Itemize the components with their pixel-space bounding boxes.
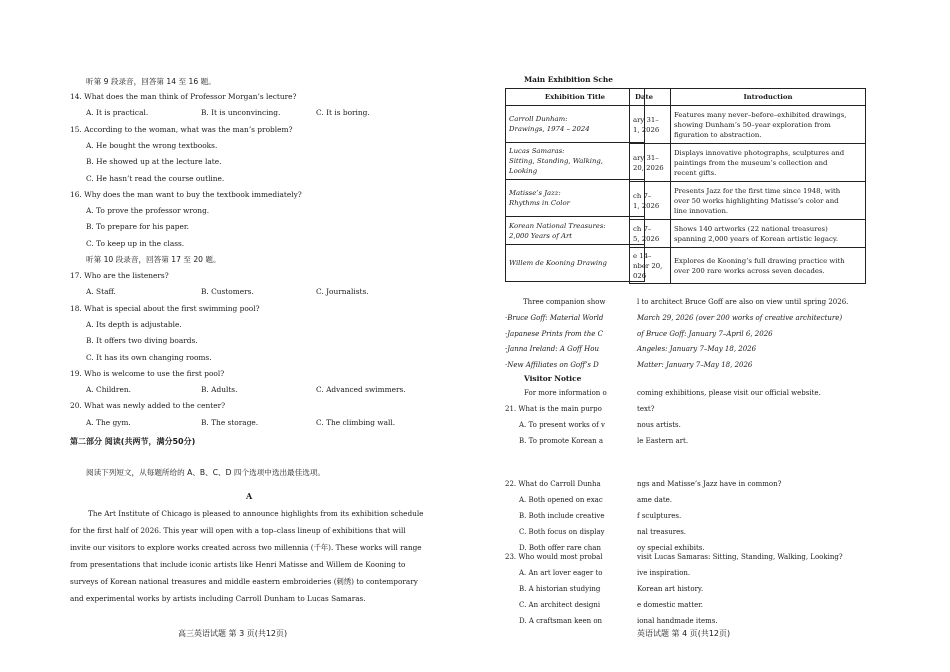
- question-stem-left: [505, 480, 608, 492]
- answer-option: C. The climbing wall.: [316, 417, 396, 427]
- date-line: ary 31–: [633, 115, 659, 124]
- date-line: 5, 2026: [633, 234, 660, 243]
- date-line: e 14–: [633, 251, 652, 260]
- intro-line: paintings from the museum’s collection and: [674, 158, 828, 167]
- answer-option-left: [505, 437, 608, 449]
- answer-option: B. To prepare for his paper.: [86, 222, 189, 232]
- title-cell: [506, 143, 645, 180]
- answer-option-left: [505, 601, 608, 613]
- schedule-table-right-half: [633, 88, 867, 294]
- bullet-left: [505, 330, 608, 342]
- answer-option: B. Adults.: [201, 385, 238, 395]
- title-line: Looking: [509, 167, 538, 175]
- bullet-left-text: ·New Affiliates on Goff’s D: [505, 360, 599, 369]
- answer-option-right: le Eastern art.: [637, 437, 689, 445]
- date-line: 20, 2026: [633, 163, 664, 172]
- answer-option: A. Children.: [86, 385, 131, 395]
- answer-option: C. It is boring.: [316, 108, 370, 118]
- bullet-right: Matter: January 7–May 18, 2026: [637, 360, 753, 369]
- intro-line: Shows 140 artworks (22 national treasures): [674, 224, 828, 233]
- title-cell: [506, 217, 645, 245]
- question-stem: 14. What does the man think of Professor Morgan’s lecture?: [70, 92, 297, 101]
- title-line: Drawings, 1974 – 2024: [509, 125, 590, 133]
- date-line: 1, 2026: [633, 201, 660, 210]
- intro-cell: [671, 106, 866, 144]
- answer-option-left-text: B. Both include creative: [519, 512, 605, 520]
- intro-line: figuration to abstraction.: [674, 130, 762, 139]
- answer-option-right: e domestic matter.: [637, 601, 704, 609]
- section-10-heading: 听第 10 段录音，回答第 17 至 20 题。: [86, 255, 221, 264]
- answer-option: B. He showed up at the lecture late.: [86, 157, 222, 167]
- cut-instruction: [86, 468, 426, 477]
- title-cell: [506, 180, 645, 217]
- answer-option: C. To keep up in the class.: [86, 238, 185, 248]
- col-header-title: Exhibition Title: [506, 89, 645, 106]
- answer-option-left-text: A. Both opened on exac: [519, 496, 603, 504]
- answer-option-right: ive inspiration.: [637, 569, 691, 577]
- answer-option-left-text: B. A historian studying: [519, 585, 601, 593]
- answer-option-left: [505, 512, 608, 524]
- notice-left: [505, 389, 608, 401]
- date-cell: [630, 182, 671, 220]
- answer-option-left-text: C. Both focus on display: [519, 528, 605, 536]
- intro-line: showing Dunham’s 50–year exploration from: [674, 120, 831, 129]
- question-stem-left-text: 21. What is the main purpo: [505, 405, 602, 413]
- answer-option-right: ional handmade items.: [637, 617, 718, 625]
- visitor-notice-heading: Visitor Notice: [524, 374, 582, 383]
- date-cell: [630, 106, 671, 144]
- intro-cell: [671, 144, 866, 182]
- col-header-intro: Introduction: [671, 89, 866, 106]
- answer-option-left: [505, 585, 608, 597]
- date-cell: [630, 220, 671, 248]
- notice-right: coming exhibitions, please visit our official website.: [637, 389, 821, 397]
- answer-option-left-text: B. To promote Korean a: [519, 437, 604, 445]
- answer-option-left-text: D. Both offer rare chan: [519, 544, 601, 552]
- schedule-table-left-half: [505, 88, 608, 294]
- passage-line: and experimental works by artists including Carroll Dunham to Lucas Samaras.: [70, 594, 366, 603]
- companion-right: l to architect Bruce Goff are also on view until spring 2026.: [637, 298, 849, 306]
- bullet-left-text: ·Janna Ireland: A Goff Hou: [505, 345, 599, 353]
- intro-cell: [671, 182, 866, 220]
- question-stem-right: ngs and Matisse’s Jazz have in common?: [637, 480, 782, 488]
- answer-option-right: ame date.: [637, 496, 673, 504]
- answer-option: B. Customers.: [201, 287, 254, 297]
- question-stem-left-text: 23. Who would most probal: [505, 553, 603, 561]
- bullet-left: [505, 361, 608, 373]
- question-stem-left: [505, 405, 608, 417]
- answer-option: A. Staff.: [86, 287, 116, 297]
- answer-option-left-text: A. An art lover eager to: [519, 569, 603, 577]
- date-line: ch 7–: [633, 224, 652, 233]
- answer-option: A. It is practical.: [86, 108, 149, 118]
- col-header-date: [630, 89, 671, 106]
- title-line: Willem de Kooning Drawing: [509, 259, 607, 267]
- question-stem: 15. According to the woman, what was the man’s problem?: [70, 124, 293, 134]
- question-stem-right: visit Lucas Samaras: Sitting, Standing, Walking, Looking?: [637, 553, 843, 561]
- answer-option-right: Korean art history.: [637, 585, 704, 593]
- instruction-text: 阅读下列短文，从每题所给的 A、B、C、D 四个选项中选出最佳选项。: [86, 468, 326, 477]
- answer-option: A. He bought the wrong textbooks.: [86, 140, 218, 150]
- title-line: Lucas Samaras:: [509, 147, 565, 155]
- intro-line: recent gifts.: [674, 168, 717, 177]
- companion-left: [505, 298, 608, 310]
- bullet-left: [505, 314, 608, 326]
- question-stem: 18. What is special about the first swimming pool?: [70, 303, 260, 313]
- part-two-title: 第二部分 阅读(共两节，满分50分): [70, 437, 196, 446]
- title-line: Sitting, Standing, Walking,: [509, 157, 603, 165]
- intro-line: line innovation.: [674, 206, 729, 215]
- intro-line: Displays innovative photographs, sculptures and: [674, 148, 845, 157]
- question-stem-left: [505, 553, 608, 565]
- passage-line: The Art Institute of Chicago is pleased to announce highlights from its exhibition schedule: [88, 509, 424, 518]
- passage-letter: A: [246, 491, 253, 501]
- bullet-right: Angeles: January 7–May 18, 2026: [637, 345, 757, 353]
- question-stem-right: text?: [637, 405, 655, 413]
- date-cell: [630, 144, 671, 182]
- answer-option-left: [505, 617, 608, 629]
- question-stem-left-text: 22. What do Carroll Dunha: [505, 480, 601, 488]
- answer-option-right: oy special exhibits.: [637, 544, 705, 552]
- answer-option-left: [505, 528, 608, 540]
- answer-option: C. It has its own changing rooms.: [86, 352, 212, 362]
- date-line: 026: [633, 271, 647, 280]
- bullet-left-text: ·Bruce Goff: Material World: [505, 314, 604, 322]
- intro-line: Explores de Kooning’s full drawing practice with: [674, 256, 845, 265]
- answer-option: A. The gym.: [86, 417, 131, 427]
- question-stem: 20. What was newly added to the center?: [70, 401, 226, 411]
- bullet-left-text: ·Japanese Prints from the C: [505, 329, 603, 338]
- date-line: nber 20,: [633, 261, 663, 270]
- bullet-left: [505, 345, 608, 357]
- date-line: ch 7–: [633, 191, 652, 200]
- title-line: Korean National Treasures:: [509, 221, 606, 230]
- passage-a: [70, 505, 430, 607]
- page-footer-left: 高三英语试题 第 3 页(共12页): [178, 629, 288, 638]
- schedule-title: Main Exhibition Sche: [524, 75, 613, 84]
- title-line: Matisse’s Jazz:: [509, 189, 561, 197]
- title-cell: [506, 245, 645, 282]
- answer-option-right: nous artists.: [637, 421, 681, 429]
- page-footer-right: 英语试题 第 4 页(共12页): [637, 629, 731, 638]
- notice-left-text: For more information o: [524, 389, 607, 397]
- intro-line: over 50 works highlighting Matisse’s color and: [674, 196, 839, 205]
- answer-option-left-text: D. A craftsman keen on: [519, 617, 603, 625]
- answer-option: B. The storage.: [201, 417, 259, 427]
- answer-option-left: [505, 496, 608, 508]
- section-9-heading: 听第 9 段录音，回答第 14 至 16 题。: [86, 77, 216, 86]
- answer-option: C. Advanced swimmers.: [316, 385, 406, 395]
- passage-line: surveys of Korean national treasures and middle eastern embroideries (刺绣) to contemporary: [70, 577, 418, 586]
- title-line: Carroll Dunham:: [509, 115, 568, 123]
- date-line: ary 31–: [633, 153, 659, 162]
- intro-line: Features many never–before–exhibited drawings,: [674, 110, 847, 119]
- companion-left-text: Three companion show: [523, 298, 606, 306]
- bullet-right: March 29, 2026 (over 200 works of creative architecture): [637, 314, 843, 322]
- date-cell: [630, 248, 671, 284]
- title-line: Rhythms in Color: [509, 199, 570, 207]
- title-cell: [506, 106, 645, 143]
- answer-option-right: f sculptures.: [637, 512, 682, 520]
- answer-option: A. Its depth is adjustable.: [86, 319, 182, 329]
- bullet-right: of Bruce Goff: January 7–April 6, 2026: [637, 329, 773, 338]
- intro-cell: [671, 248, 866, 284]
- date-line: 1, 2026: [633, 125, 660, 134]
- answer-option: B. It is unconvincing.: [201, 108, 281, 118]
- question-stem: 19. Who is welcome to use the first pool?: [70, 368, 225, 378]
- intro-line: Presents Jazz for the first time since 1948, with: [674, 186, 841, 195]
- passage-line: from presentations that include iconic artists like Henri Matisse and Willem de Kooning to: [70, 560, 406, 569]
- passage-line: invite our visitors to explore works created across two millennia (千年). These works will range: [70, 543, 422, 552]
- intro-line: over 200 rare works across seven decades.: [674, 266, 825, 275]
- answer-option-left: [505, 569, 608, 581]
- answer-option-left: [505, 421, 608, 433]
- answer-option: B. It offers two diving boards.: [86, 336, 198, 346]
- answer-option: C. He hasn’t read the course outline.: [86, 173, 225, 183]
- question-stem: 16. Why does the man want to buy the textbook immediately?: [70, 189, 302, 199]
- answer-option-left-text: A. To present works of v: [519, 421, 605, 429]
- answer-option-left-text: C. An architect designi: [519, 601, 601, 609]
- question-stem: 17. Who are the listeners?: [70, 271, 169, 280]
- answer-option: A. To prove the professor wrong.: [86, 206, 210, 216]
- title-line: 2,000 Years of Art: [509, 231, 573, 240]
- answer-option: C. Journalists.: [316, 287, 369, 297]
- intro-line: spanning 2,000 years of Korean artistic legacy.: [674, 234, 839, 243]
- cut-option-line: [505, 450, 735, 454]
- answer-option-right: nal treasures.: [637, 528, 687, 536]
- date-header-text: Date: [635, 93, 654, 101]
- passage-line: for the first half of 2026. This year will open with a top–class lineup of exhibitions that will: [70, 526, 406, 535]
- intro-cell: [671, 220, 866, 248]
